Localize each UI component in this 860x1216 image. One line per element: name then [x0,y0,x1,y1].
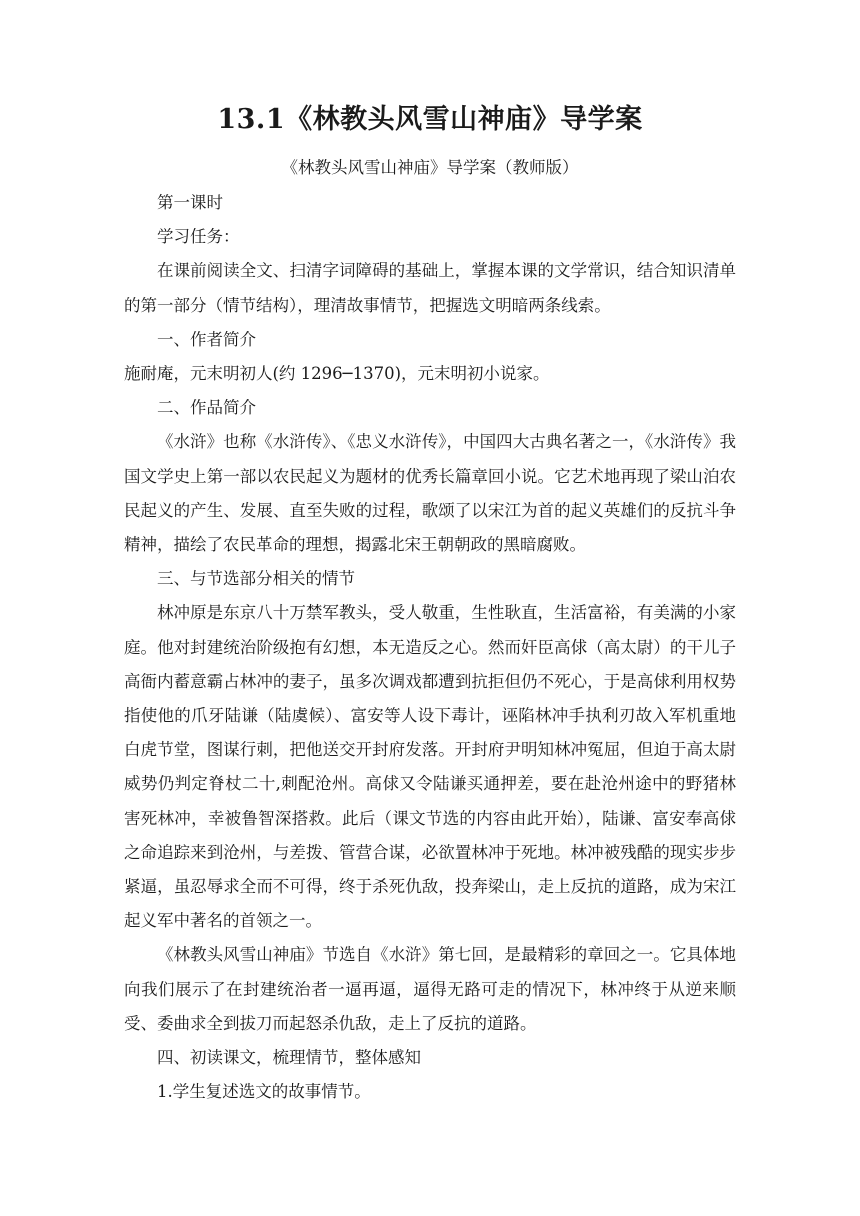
author-intro-text: 施耐庵，元末明初人(约 1296─1370)，元末明初小说家。 [124,364,550,384]
excerpt-summary-text: 《林教头风雪山神庙》节选自《水浒》第七回，是最精彩的章回之一。它具体地向我们展示了在封建统治者一逼再逼，逼得无路可走的情况下，林冲终于从逆来顺受、委曲求全到拔刀而起怒杀仇敌，走上了反抗的道路。 [124,945,736,1033]
section-heading-plot: 三、与节选部分相关的情节 [157,569,355,589]
reading-task-item: 1.学生复述选文的故事情节。 [157,1082,371,1102]
section-heading-author: 一、作者简介 [157,329,256,349]
section-heading-reading: 四、初读课文，梳理情节，整体感知 [157,1048,421,1068]
document-title: 13.1《林教头风雪山神庙》导学案 [217,104,643,135]
learning-task-heading: 学习任务： [157,227,240,247]
plot-background-text: 林冲原是东京八十万禁军教头，受人敬重，生性耿直，生活富裕，有美满的小家庭。他对封建统治阶级抱有幻想，本无造反之心。然而奸臣高俅（高太尉）的干儿子高衙内蓄意霸占林冲的妻子，虽多次调戏都遭到抗拒但仍不死心，于是高俅利用权势指使他的爪牙陆谦（陆虞候）、富安等人设下毒计，诬陷林冲手执利刃故入军机重地白虎节堂，图谋行刺，把他送交开封府发落。开封府尹明知林冲冤屈，但迫于高太尉威势仍判定脊杖二十,刺配沧州。高俅又令陆谦买通押差，要在赴沧州途中的野猪林害死林冲，幸被鲁智深搭救。此后（课文节选的内容由此开始），陆谦、富安奉高俅之命追踪来到沧州，与差拨、管营合谋，必欲置林冲于死地。林冲被残酷的现实步步紧逼，虽忍辱求全而不可得，终于杀死仇敌，投奔梁山，走上反抗的道路，成为宋江起义军中著名的首领之一。 [124,603,736,931]
learning-task-text: 在课前阅读全文、扫清字词障碍的基础上，掌握本课的文学常识，结合知识清单的第一部分（情节结构），理清故事情节，把握选文明暗两条线索。 [124,261,736,315]
document-subtitle: 《林教头风雪山神庙》导学案（教师版） [281,158,579,177]
document-body [124,96,736,1109]
lesson-period: 第一课时 [157,193,223,212]
section-heading-work: 二、作品简介 [157,398,256,418]
work-intro-text: 《水浒》也称《水浒传》、《忠义水浒传》，中国四大古典名著之一，《水浒传》我国文学史上第一部以农民起义为题材的优秀长篇章回小说。它艺术地再现了梁山泊农民起义的产生、发展、直至失败的过程，歌颂了以宋江为首的起义英雄们的反抗斗争精神，描绘了农民革命的理想，揭露北宋王朝朝政的黑暗腐败。 [124,432,736,555]
